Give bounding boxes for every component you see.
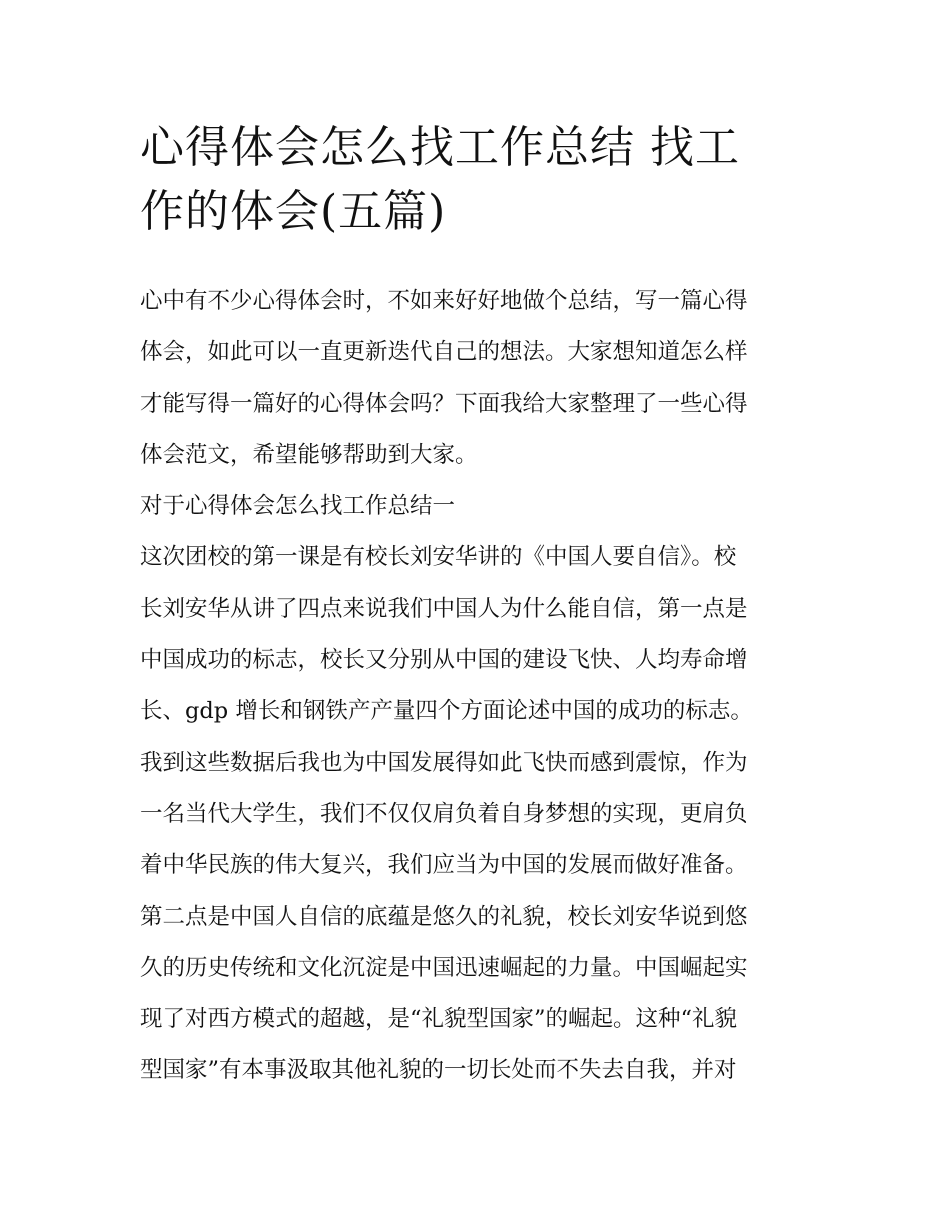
paragraph-line: 中国成功的标志，校长又分别从中国的建设飞快、人均寿命增 bbox=[140, 647, 748, 674]
paragraph-line: 现了对西方模式的超越，是“礼貌型国家”的崛起。这种“礼貌 bbox=[140, 1006, 738, 1033]
paragraph-line: 体会范文，希望能够帮助到大家。 bbox=[140, 441, 478, 468]
title-line: 心得体会怎么找工作总结 找工 bbox=[140, 122, 740, 173]
paragraph-line: 这次团校的第一课是有校长刘安华讲的《中国人要自信》。校 bbox=[140, 544, 737, 571]
paragraph-line: 长刘安华从讲了四点来说我们中国人为什么能自信，第一点是 bbox=[140, 595, 748, 622]
paragraph-line: 型国家”有本事汲取其他礼貌的一切长处而不失去自我，并对 bbox=[140, 1057, 737, 1084]
paragraph-line: 长、gdp 增长和钢铁产产量四个方面论述中国的成功的标志。 bbox=[140, 698, 753, 725]
document-body bbox=[140, 276, 830, 1097]
paragraph-line: 久的历史传统和文化沉淀是中国迅速崛起的力量。中国崛起实 bbox=[140, 954, 748, 981]
document-title bbox=[140, 116, 820, 244]
paragraph-line: 第二点是中国人自信的底蕴是悠久的礼貌，校长刘安华说到悠 bbox=[140, 903, 748, 930]
paragraph-line: 一名当代大学生，我们不仅仅肩负着自身梦想的实现，更肩负 bbox=[140, 800, 748, 827]
title-line: 作的体会(五篇) bbox=[140, 186, 447, 237]
paragraph-line: 才能写得一篇好的心得体会吗？下面我给大家整理了一些心得 bbox=[140, 390, 748, 417]
paragraph-line: 心中有不少心得体会时，不如来好好地做个总结，写一篇心得 bbox=[140, 288, 748, 314]
section-heading: 对于心得体会怎么找工作总结一 bbox=[140, 493, 456, 520]
paragraph-line: 我到这些数据后我也为中国发展得如此飞快而感到震惊，作为 bbox=[140, 749, 748, 776]
paragraph-line: 体会，如此可以一直更新迭代自己的想法。大家想知道怎么样 bbox=[140, 339, 748, 366]
paragraph-line: 着中华民族的伟大复兴，我们应当为中国的发展而做好准备。 bbox=[140, 852, 748, 879]
